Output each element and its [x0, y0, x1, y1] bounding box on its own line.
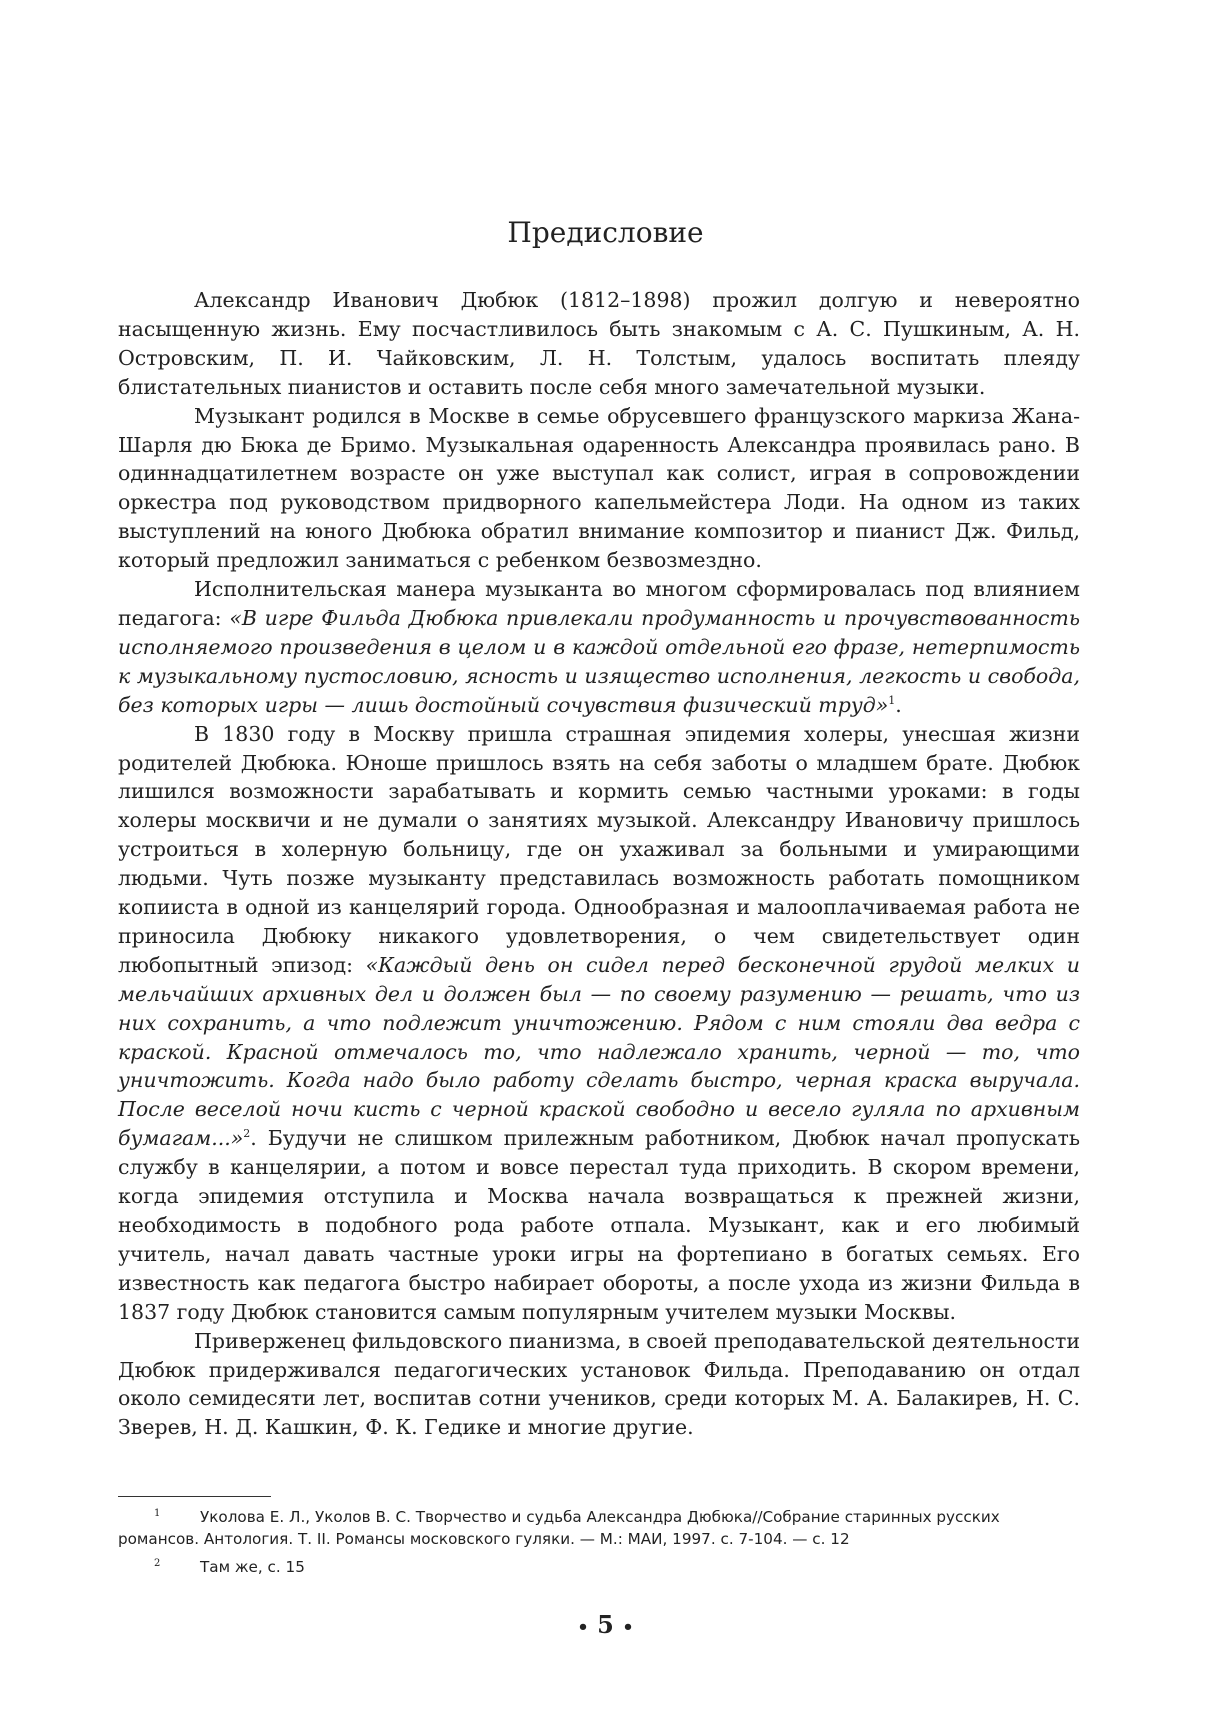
page-number-value: 5 [597, 1610, 614, 1639]
footnotes [118, 1506, 1080, 1584]
paragraph-text: Приверженец фильдовского пианизма, в своей преподавательской деятельности Дюбюк придерживался педагогических установок Фильда. Преподаванию он отдал около семидесяти лет, воспитав сотни учеников, среди которых М. А. Балакирев, Н. С. Зверев, Н. Д. Кашкин, Ф. К. Гедике и многие другие. [118, 1328, 1080, 1440]
quotation: «Каждый день он сидел перед бесконечной грудой мелких и мельчайших архивных дел и должен был — по своему разумению — решать, что из них сохранить, а что подлежит уничтожению. Рядом с ним стояли два ведра с краской. Красной отмечалось то, что надлежало хранить, черной — то, что уничтожить. Когда надо было работу сделать быстро, черная краска выручала. После веселой ночи кисть с черной краской свободно и весело гуляла по архивным бумагам...» [118, 952, 1080, 1151]
page-number [0, 1610, 1211, 1643]
footnote-ref: 2 [243, 1127, 251, 1141]
footnote-ref: 1 [888, 693, 896, 707]
main-text [118, 286, 1080, 1442]
paragraph-4 [118, 720, 1080, 1327]
page-title: Предисловие [507, 215, 704, 249]
paragraph-2 [118, 402, 1080, 575]
paragraph-text: В 1830 году в Москву пришла страшная эпидемия холеры, унесшая жизни родителей Дюбюка. Юноше пришлось взять на себя заботы о младшем брате. Дюбюк лишился возможности зарабатывать и кормить семью частными уроками: в годы холеры москвичи и не думали о занятиях музыкой. Александру Ивановичу пришлось устроиться в холерную больницу, где он ухаживал за больными и умирающими людьми. Чуть позже музыканту представилась возможность работать помощником копииста в одной из канцелярий города. Однообразная и малооплачиваемая работа не приносила Дюбюку никакого удовлетворения, о чем свидетельствует один любопытный эпизод: [118, 721, 1080, 977]
paragraph-3 [118, 575, 1080, 720]
paragraph-text: Александр Иванович Дюбюк (1812–1898) прожил долгую и невероятно насыщенную жизнь. Ему посчастливилось быть знакомым с А. С. Пушкиным, А. Н. Островским, П. И. Чайковским, Л. Н. Толстым, удалось воспитать плеяду блистательных пианистов и оставить после себя много замечательной музыки. [118, 288, 1080, 399]
footnote-mark: 1 [154, 1508, 161, 1519]
footnote-text: Уколова Е. Л., Уколов В. С. Творчество и судьба Александра Дюбюка//Собрание старинных русских романсов. Антология. Т. II. Романсы московского гуляки. — М.: МАИ, 1997. с. 7-104. — с. 12 [118, 1508, 1000, 1548]
footnote-text: Там же, с. 15 [200, 1558, 305, 1576]
quotation: «В игре Фильда Дюбюка привлекали продуманность и прочувствованность исполняемого произведения в целом и в каждой отдельной его фразе, нетерпимость к музыкальному пустословию, ясность и изящество исполнения, легкость и свобода, без которых игры — лишь достойный сочувствия физический труд» [118, 605, 1081, 717]
paragraph-text: Музыкант родился в Москве в семье обрусевшего французского маркиза Жана-Шарля дю Бюка де Бримо. Музыкальная одаренность Александра проявилась рано. В одиннадцатилетнем возрасте он уже выступал как солист, играя в сопровождении оркестра под руководством придворного капельмейстера Лоди. На одном из таких выступлений на юного Дюбюка обратил внимание композитор и пианист Дж. Фильд, который предложил заниматься с ребенком безвозмездно. [118, 403, 1080, 573]
bullet-right-icon: • [622, 1617, 634, 1638]
footnote-2 [118, 1556, 1080, 1578]
bullet-left-icon: • [577, 1617, 589, 1638]
footnote-1 [118, 1506, 1080, 1550]
paragraph-text: . Будучи не слишком прилежным работником, Дюбюк начал пропускать службу в канцелярии, а потом и вовсе перестал туда приходить. В скором времени, когда эпидемия отступила и Москва начала возвращаться к прежней жизни, необходимость в подобного рода работе отпала. Музыкант, как и его любимый учитель, начал давать частные уроки игры на фортепиано в богатых семьях. Его известность как педагога быстро набирает обороты, а после ухода из жизни Фильда в 1837 году Дюбюк становится самым популярным учителем музыки Москвы. [118, 1126, 1080, 1324]
paragraph-1 [118, 286, 1080, 402]
footnote-mark: 2 [154, 1558, 161, 1569]
paragraph-text: Исполнительская манера музыканта во многом сформировалась под влиянием педагога: [118, 577, 1080, 630]
paragraph-5 [118, 1327, 1080, 1443]
paragraph-text: . [895, 692, 902, 717]
footnote-divider [118, 1496, 271, 1497]
